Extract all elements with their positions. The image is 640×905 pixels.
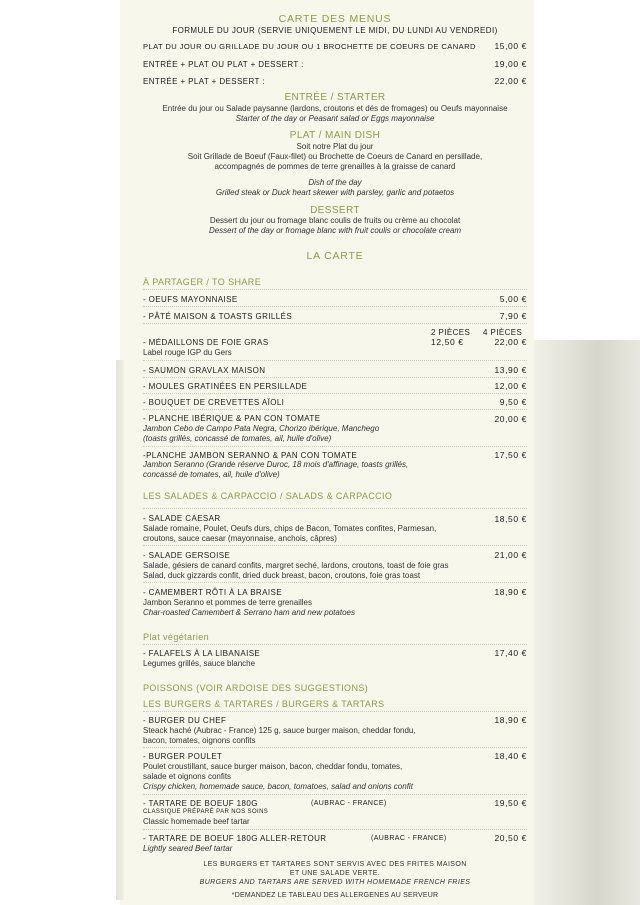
dish-name: - SALADE CAESAR [143,514,221,523]
dish-desc: concassé de tomates, ail, huile d'olive) [143,470,280,479]
dish-name: - PÂTÉ MAISON & TOASTS GRILLÉS [143,312,293,321]
divider [143,794,527,795]
dish-desc: Salad, duck gizzards confit, dried duck breast, bacon, croutons, foie gras toast [143,571,421,580]
divider [143,446,527,447]
dish-name: - SAUMON GRAVLAX MAISON [143,366,266,375]
dish-desc: Salade romaine, Poulet, Oeufs durs, chips de Bacon, Tomates confites, Parmesan, [143,524,437,533]
dish-name: - TARTARE DE BOEUF 180G [143,799,258,808]
dessert-title: DESSERT [310,205,360,216]
plat-en2: Grilled steak or Duck heart skewer with parsley, garlic and potaetos [215,188,455,197]
dish-desc: Poulet croustillant, sauce burger maison, bacon, cheddar fondu, tomates, [143,762,403,771]
plat-fr3: accompagnés de pommes de terre grenailles à la graisse de canard [214,162,456,171]
formule-offer-label: ENTRÉE + PLAT OU PLAT + DESSERT : [143,60,304,69]
formule-offer-price: 15,00 € [494,41,527,51]
dish-price: 20,00 € [494,414,527,424]
entree-title: ENTRÉE / STARTER [284,92,386,103]
dish-price: 18,90 € [494,587,527,597]
dish-name: - CAMEMBERT RÔTI À LA BRAISE [143,588,282,597]
dish-name: - BURGER DU CHEF [143,716,227,725]
dessert-fr: Dessert du jour ou fromage blanc coulis de fruits ou crème au chocolat [209,216,461,225]
dish-desc: Jambon Seranno (Grande réserve Duroc, 18 mois d'affinage, toasts grillés, [143,460,409,469]
divider [143,711,527,712]
divider [143,289,527,290]
section-poissons-title: POISSONS (VOIR ARDOISE DES SUGGESTIONS) [143,683,369,693]
background-photo-edge-left [116,360,124,900]
footer-note-fr1: LES BURGERS ET TARTARES SONT SERVIS AVEC DES FRITES MAISON [203,861,467,868]
divider [143,508,527,509]
dish-desc: Char-roasted Camembert & Serrano ham and new potatoes [143,608,355,617]
dish-desc: Label rouge IGP du Gers [143,348,232,357]
plat-fr1: Soit notre Plat du jour [296,142,374,151]
divider [143,377,527,378]
dish-desc: Crispy chicken, homemade sauce, bacon, tomatoes, salad and onions confit [143,782,413,791]
plat-fr2: Soit Grillade de Boeuf (Faux-filet) ou Brochette de Coeurs de Canard en persillade, [187,152,483,161]
dish-origin: (AUBRAC - FRANCE) [311,800,387,807]
dish-price: 17,50 € [494,450,527,460]
dish-desc: Salade, gésiers de canard confits, margret seché, lardons, croutons, toast de foie gras [143,561,449,570]
section-partager-title: À PARTAGER / TO SHARE [143,277,262,287]
dish-price: 18,90 € [494,715,527,725]
divider [143,393,527,394]
dish-name: - TARTARE DE BOEUF 180G ALLER-RETOUR [143,834,327,843]
dish-name: - MÉDAILLONS DE FOIE GRAS [143,338,269,347]
dish-desc: Jambon Cebo de Campo Pata Negra, Chorizo ibérique, Manchego [143,424,380,433]
carte-des-menus-title: CARTE DES MENUS [278,13,392,25]
foie-gras-price-4: 22,00 € [494,337,527,347]
dish-desc: Lightly seared Beef tartar [143,844,233,853]
background-photo-edge [534,340,640,905]
allergens-note: *DEMANDEZ LE TABLEAU DES ALLERGENES AU SERVEUR [231,892,439,899]
dish-subtitle: CLASSIQUE PRÉPARÉ PAR NOS SOINS [143,809,269,815]
dish-price: 17,40 € [494,648,527,658]
entree-en: Starter of the day or Peasant salad or Eggs mayonnaise [235,114,435,123]
dish-desc: salade et oignons confits [143,772,232,781]
dish-price: 19,50 € [494,798,527,808]
divider [143,409,527,410]
dish-price: 20,50 € [494,833,527,843]
dish-name: - SALADE GERSOISE [143,551,231,560]
divider [143,323,527,324]
formule-offer-label: ENTRÉE + PLAT + DESSERT : [143,77,265,86]
dish-price: 18,40 € [494,751,527,761]
formule-subtitle: FORMULE DU JOUR (SERVIE UNIQUEMENT LE MIDI, DU LUNDI AU VENDREDI) [172,26,498,35]
foie-gras-price-2: 12,50 € [431,337,464,347]
la-carte-title: LA CARTE [306,250,364,262]
section-vegetarien-title: Plat végétarien [143,632,210,642]
dish-desc: Legumes grillés, sauce blanche [143,659,256,668]
dish-price: 5,00 € [499,294,527,304]
dish-name: - BOUQUET DE CREVETTES AÏOLI [143,398,285,407]
footer-note-en: BURGERS AND TARTARS ARE SERVED WITH HOMEMADE FRENCH FRIES [199,879,471,886]
formule-offer-price: 22,00 € [494,76,527,86]
formule-offer-label: PLAT DU JOUR OU GRILLADE DU JOUR OU 1 BROCHETTE DE COEURS DE CANARD [143,42,476,51]
foie-gras-header-2: 2 PIÈCES [431,328,471,337]
dish-name: -PLANCHE JAMBON SERANNO & PAN CON TOMATE [143,451,358,460]
dish-desc: Steack haché (Aubrac - France) 125 g, sauce burger maison, cheddar fondu, [143,726,416,735]
dish-price: 18,50 € [494,514,527,524]
entree-fr: Entrée du jour ou Salade paysanne (lardons, croutons et dés de fromages) ou Oeufs mayonnaise [162,104,508,113]
section-burgers-title: LES BURGERS & TARTARES / BURGERS & TARTARS [143,699,385,709]
dish-name: - MOULES GRATINÉES EN PERSILLADE [143,382,308,391]
dish-desc: bacon, tomates, oignons confits [143,736,256,745]
dish-price: 9,50 € [499,397,527,407]
dish-desc: Classic homemade beef tartar [143,817,250,826]
dessert-en: Dessert of the day or fromage blanc with fruit coulis or chocolate cream [208,226,462,235]
dish-name: - FALAFELS À LA LIBANAISE [143,649,261,658]
plat-en1: Dish of the day [308,178,362,187]
dish-desc: Jambon Seranno et pommes de terre grenailles [143,598,312,607]
dish-desc: (toasts grillés, concassé de tomates, ail, huile d'olive) [143,434,332,443]
dish-name: - OEUFS MAYONNAISE [143,295,238,304]
divider [143,306,527,307]
foie-gras-header-4: 4 PIÈCES [483,328,523,337]
dish-origin: (AUBRAC - FRANCE) [371,835,447,842]
formule-offer-price: 19,00 € [494,59,527,69]
section-salades-title: LES SALADES & CARPACCIO / SALADS & CARPACCIO [143,491,393,501]
dish-price: 7,90 € [499,311,527,321]
dish-name: - PLANCHE IBÉRIQUE & PAN CON TOMATE [143,414,321,423]
dish-desc: croutons, sauce caesar (mayonnaise, anchois, câpres) [143,534,337,543]
divider [143,582,527,583]
divider [143,545,527,546]
dish-price: 21,00 € [494,550,527,560]
dish-price: 13,90 € [494,365,527,375]
divider [143,360,527,361]
dish-price: 12,00 € [494,381,527,391]
footer-note-fr2: ET UNE SALADE VERTE. [289,870,381,877]
dish-name: - BURGER POULET [143,752,223,761]
divider [143,829,527,830]
divider [143,644,527,645]
divider [143,747,527,748]
plat-title: PLAT / MAIN DISH [289,130,381,141]
